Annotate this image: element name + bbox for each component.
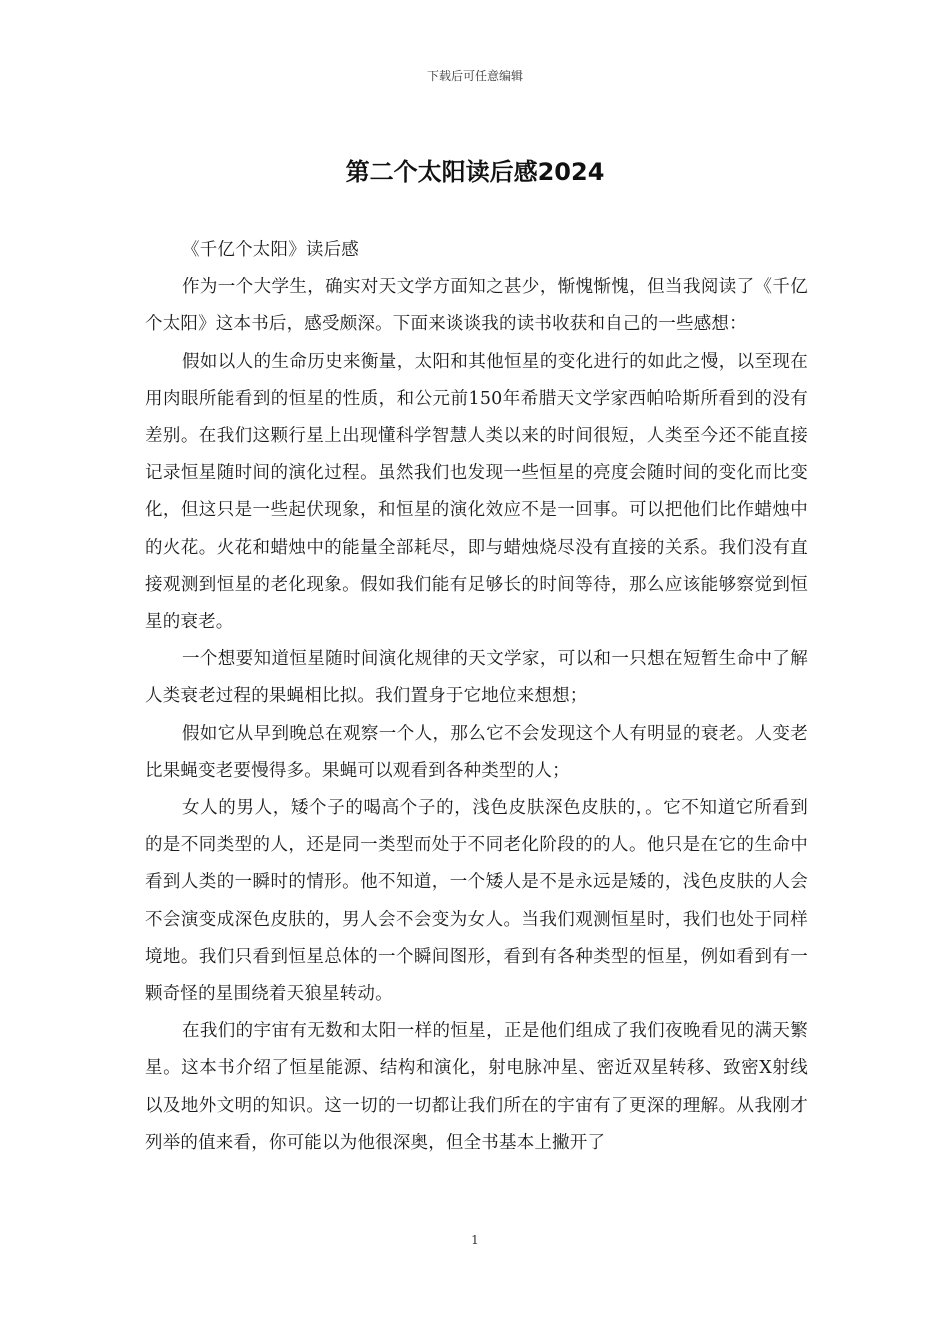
paragraph-types-of-people: 女人的男人，矮个子的喝高个子的，浅色皮肤深色皮肤的，。它不知道它所看到的是不同类型的人，还是同一类型而处于不同老化阶段的的人。他只是在它的生命中看到人类的一瞬时的情形。他不知道，一个矮人是不是永远是矮的，浅色皮肤的人会不会演变成深色皮肤的，男人会不会变为女人。当我们观测恒星时，我们也处于同样境地。我们只看到恒星总体的一个瞬间图形，看到有各种类型的恒星，例如看到有一颗奇怪的星围绕着天狼星转动。 bbox=[145, 798, 808, 1005]
document-title: 第二个太阳读后感2024 bbox=[345, 158, 605, 186]
paragraph-intro: 作为一个大学生，确实对天文学方面知之甚少，惭愧惭愧，但当我阅读了《千亿个太阳》这本书后，感受颇深。下面来谈谈我的读书收获和自己的一些感想： bbox=[145, 277, 808, 335]
paragraph-observation: 假如它从早到晚总在观察一个人，那么它不会发现这个人有明显的衰老。人变老比果蝇变老要慢得多。果蝇可以观看到各种类型的人； bbox=[145, 723, 808, 781]
paragraph-subtitle: 《千亿个太阳》读后感 bbox=[182, 240, 359, 260]
paragraph-universe: 在我们的宇宙有无数和太阳一样的恒星，正是他们组成了我们夜晚看见的满天繁星。这本书介绍了恒星能源、结构和演化，射电脉冲星、密近双星转移、致密X射线以及地外文明的知识。这一切的一切都让我们所在的宇宙有了更深的理解。从我刚才列举的值来看，你可能以为他很深奥，但全书基本上撇开了 bbox=[145, 1021, 808, 1153]
page-header: 下载后可任意编辑 bbox=[426, 69, 523, 83]
paragraph-stellar-evolution: 假如以人的生命历史来衡量，太阳和其他恒星的变化进行的如此之慢，以至现在用肉眼所能看到的恒星的性质，和公元前150年希腊天文学家西帕哈斯所看到的没有差别。在我们这颗行星上出现懂科学智慧人类以来的时间很短，人类至今还不能直接记录恒星随时间的演化过程。虽然我们也发现一些恒星的亮度会随时间的变化而比变化，但这只是一些起伏现象，和恒星的演化效应不是一回事。可以把他们比作蜡烛中的火花。火花和蜡烛中的能量全部耗尽，即与蜡烛烧尽没有直接的关系。我们没有直接观测到恒星的老化现象。假如我们能有足够长的时间等待，那么应该能够察觉到恒星的衰老。 bbox=[145, 351, 808, 633]
page-number: 1 bbox=[471, 1233, 479, 1247]
document-body bbox=[145, 232, 808, 1162]
paragraph-fruit-fly-analogy: 一个想要知道恒星随时间演化规律的天文学家，可以和一只想在短暂生命中了解人类衰老过程的果蝇相比拟。我们置身于它地位来想想； bbox=[145, 649, 808, 707]
